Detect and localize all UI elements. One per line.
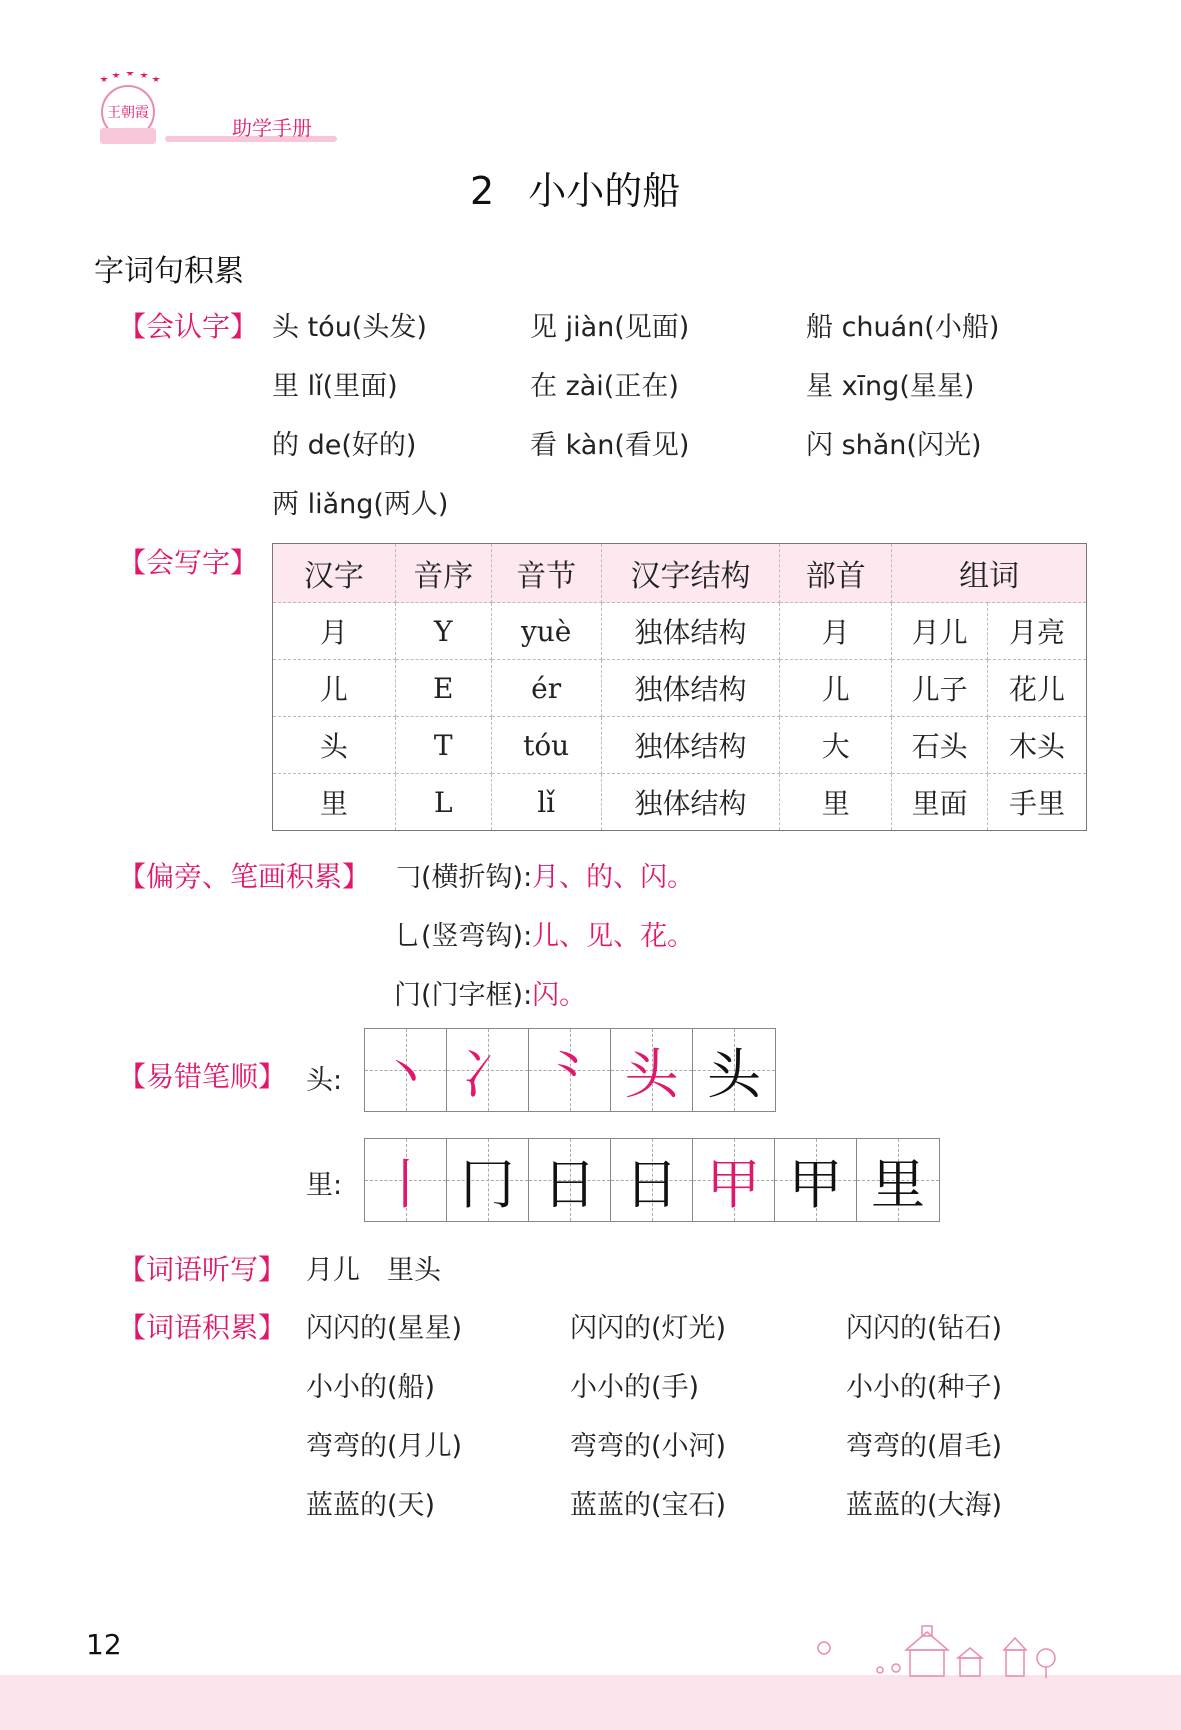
- section-title: 字词句积累: [94, 254, 244, 289]
- table-row: [273, 660, 1087, 717]
- page-number: 12: [86, 1628, 122, 1661]
- header-cell: 音序: [395, 544, 491, 603]
- table-cell: 手里: [988, 774, 1087, 831]
- table-cell: 独体结构: [601, 774, 780, 831]
- table-cell: lǐ: [491, 774, 601, 831]
- accumulate-item: 小小的(手): [570, 1372, 700, 1403]
- lesson-title: [470, 160, 680, 215]
- stroke-step: ⺀: [542, 1042, 597, 1106]
- table-cell: 月: [780, 603, 892, 660]
- table-cell: 头: [273, 717, 396, 774]
- stroke-step: 甲: [706, 1152, 761, 1216]
- accumulate-item: 弯弯的(眉毛): [846, 1431, 1003, 1462]
- table-cell: 里面: [892, 774, 988, 831]
- recognize-item: 头 tóu(头发): [272, 312, 427, 343]
- table-cell: 月儿: [892, 603, 988, 660]
- table-row: [273, 717, 1087, 774]
- table-cell: 月亮: [988, 603, 1087, 660]
- table-cell: Y: [395, 603, 491, 660]
- stroke-step: 头: [707, 1042, 761, 1106]
- header-cell: 汉字结构: [601, 544, 780, 603]
- header-title: 助学手册: [232, 116, 312, 140]
- stroke-order-tou-label: 头:: [306, 1065, 343, 1096]
- lesson-number: 2: [470, 169, 495, 213]
- table-cell: 花儿: [988, 660, 1087, 717]
- table-cell: 里: [273, 774, 396, 831]
- table-header-row: [273, 544, 1087, 603]
- accumulate-item: 小小的(种子): [846, 1372, 1003, 1403]
- stroke-cell: [365, 1029, 447, 1111]
- table-cell: 儿: [780, 660, 892, 717]
- stroke-step: 甲: [788, 1152, 843, 1216]
- radical-stroke: 𠃌: [394, 862, 421, 893]
- stroke-order-label: 【易错笔顺】: [118, 1060, 287, 1093]
- accumulate-item: 蓝蓝的(宝石): [570, 1490, 727, 1521]
- accumulate-item: 闪闪的(灯光): [570, 1313, 727, 1344]
- radical-stroke: 门: [394, 980, 421, 1011]
- radical-stroke: 乚: [394, 921, 421, 952]
- recognize-item: 星 xīng(星星): [806, 371, 975, 402]
- table-cell: 儿子: [892, 660, 988, 717]
- accumulate-item: 闪闪的(星星): [306, 1313, 463, 1344]
- radical-chars: 儿、见、花。: [532, 921, 695, 952]
- stroke-cell: [611, 1029, 693, 1111]
- table-cell: T: [395, 717, 491, 774]
- radical-chars: 月、的、闪。: [532, 862, 695, 893]
- recognize-item: 船 chuán(小船): [806, 312, 1000, 343]
- accumulate-item: 小小的(船): [306, 1372, 436, 1403]
- radical-line: [394, 855, 694, 894]
- stroke-cell: [775, 1139, 857, 1221]
- dictation-label: 【词语听写】: [118, 1253, 287, 1286]
- stroke-cell: [529, 1029, 611, 1111]
- table-cell: 木头: [988, 717, 1087, 774]
- stroke-cell: [447, 1029, 529, 1111]
- brand-name: 王朝霞: [107, 105, 149, 121]
- table-cell: 里: [780, 774, 892, 831]
- stroke-order-li-label: 里:: [306, 1170, 343, 1201]
- stroke-cell: [693, 1029, 775, 1111]
- table-cell: L: [395, 774, 491, 831]
- write-table: [272, 543, 1087, 831]
- accumulate-label: 【词语积累】: [118, 1311, 287, 1344]
- recognize-item: 见 jiàn(见面): [530, 312, 690, 343]
- recognize-item: 在 zài(正在): [530, 371, 679, 402]
- stroke-cell: [693, 1139, 775, 1221]
- stroke-grid-li: [364, 1138, 940, 1222]
- table-cell: 大: [780, 717, 892, 774]
- accumulate-item: 闪闪的(钻石): [846, 1313, 1003, 1344]
- header-cell: 组词: [892, 544, 1087, 603]
- table-cell: tóu: [491, 717, 601, 774]
- table-row: [273, 603, 1087, 660]
- accumulate-item: 蓝蓝的(大海): [846, 1490, 1003, 1521]
- radical-desc: (横折钩):: [421, 862, 533, 893]
- table-cell: 独体结构: [601, 603, 780, 660]
- write-label: 【会写字】: [118, 546, 259, 579]
- brand-logo: [92, 72, 164, 152]
- header-cell: 部首: [780, 544, 892, 603]
- stroke-cell: [611, 1139, 693, 1221]
- accumulate-item: 弯弯的(月儿): [306, 1431, 463, 1462]
- stroke-step: 丶: [378, 1042, 433, 1106]
- stroke-step: 日: [624, 1152, 679, 1216]
- stroke-step: 冫: [460, 1042, 515, 1106]
- stroke-step: 冂: [460, 1152, 515, 1216]
- house-decoration-icon: [810, 1620, 1070, 1680]
- header-cell: 汉字: [273, 544, 396, 603]
- table-cell: 石头: [892, 717, 988, 774]
- table-cell: 儿: [273, 660, 396, 717]
- table-cell: E: [395, 660, 491, 717]
- radical-desc: (门字框):: [421, 980, 533, 1011]
- recognize-item: 闪 shǎn(闪光): [806, 430, 982, 461]
- recognize-item: 的 de(好的): [272, 430, 417, 461]
- stroke-cell: [447, 1139, 529, 1221]
- accumulate-item: 弯弯的(小河): [570, 1431, 727, 1462]
- lesson-name: 小小的船: [528, 169, 681, 213]
- radical-line: [394, 914, 694, 953]
- dictation-words: 月儿 里头: [306, 1255, 441, 1286]
- stroke-grid-tou: [364, 1028, 776, 1112]
- table-cell: ér: [491, 660, 601, 717]
- radical-desc: (竖弯钩):: [421, 921, 533, 952]
- stroke-step: 日: [542, 1152, 597, 1216]
- stroke-step: 头: [624, 1042, 679, 1106]
- table-cell: yuè: [491, 603, 601, 660]
- stroke-cell: [365, 1139, 447, 1221]
- accumulate-item: 蓝蓝的(天): [306, 1490, 436, 1521]
- recognize-item: 里 lǐ(里面): [272, 371, 398, 402]
- header-cell: 音节: [491, 544, 601, 603]
- stroke-cell: [529, 1139, 611, 1221]
- table-cell: 独体结构: [601, 660, 780, 717]
- radical-line: [394, 973, 586, 1012]
- stroke-cell: [857, 1139, 939, 1221]
- recognize-label: 【会认字】: [118, 310, 259, 343]
- recognize-item: 看 kàn(看见): [530, 430, 690, 461]
- stroke-step: 里: [871, 1152, 925, 1216]
- table-row: [273, 774, 1087, 831]
- table-cell: 独体结构: [601, 717, 780, 774]
- footer-band: [0, 1675, 1181, 1730]
- radical-chars: 闪。: [532, 980, 587, 1011]
- recognize-item: 两 liǎng(两人): [272, 489, 449, 520]
- stroke-step: 丨: [378, 1152, 433, 1216]
- table-cell: 月: [273, 603, 396, 660]
- radicals-label: 【偏旁、笔画积累】: [118, 860, 371, 893]
